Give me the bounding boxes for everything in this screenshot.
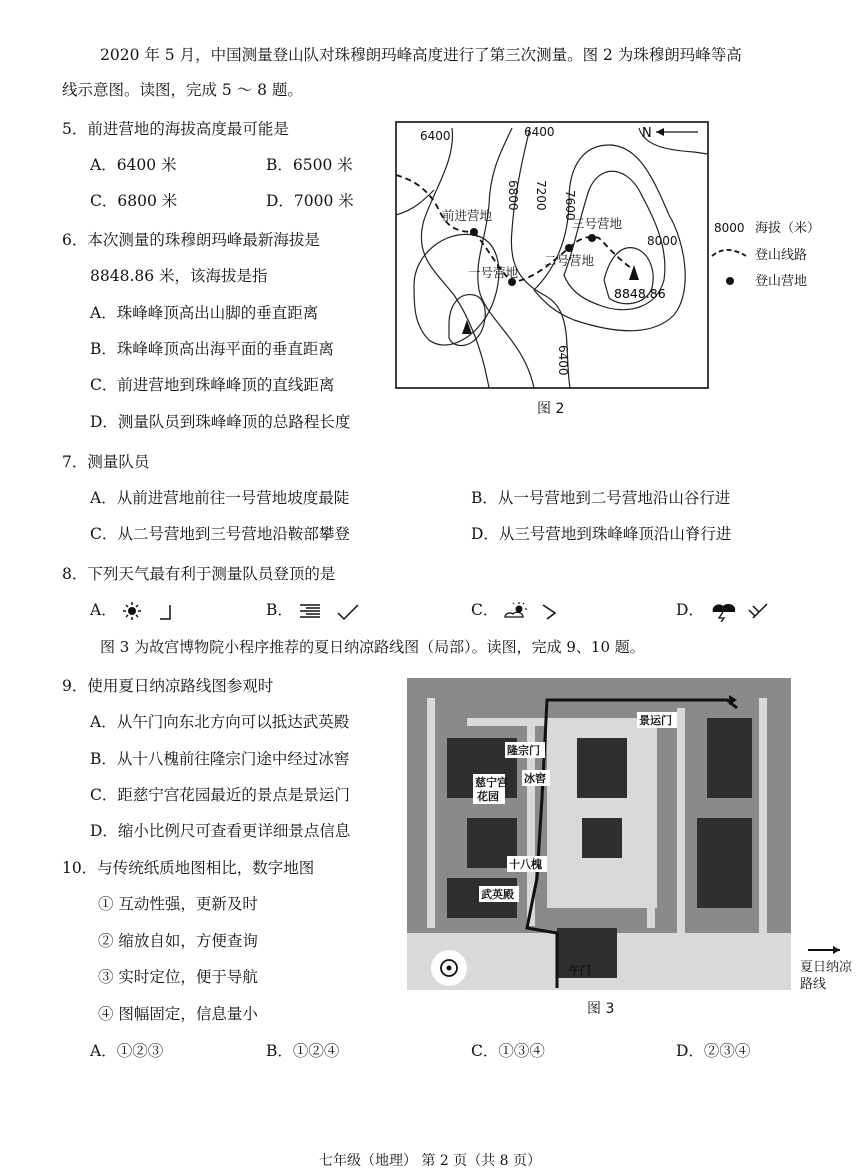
q10-item-1: ① 互动性强，更新及时 xyxy=(98,895,258,913)
q6-option-c: C．前进营地到珠峰峰顶的直线距离 xyxy=(90,376,335,394)
camp-label-forward: 前进营地 xyxy=(442,208,493,223)
camp-label-3: 三号营地 xyxy=(572,216,623,231)
camp-icon-forward xyxy=(470,228,478,236)
figure-3-legend xyxy=(800,940,860,992)
figure-2-caption: 图 2 xyxy=(537,401,565,417)
legend-route-arrow-icon xyxy=(800,945,844,955)
intro-line-1: 2020 年 5 月，中国测量登山队对珠穆朗玛峰高度进行了第三次测量。图 2 为珠穆朗玛峰等高 xyxy=(100,46,742,64)
q8-option-b-label: B． xyxy=(266,601,293,619)
q10-item-4: ④ 图幅固定，信息量小 xyxy=(98,1005,258,1023)
legend-route-line-2: 路线 xyxy=(800,977,827,992)
fog-wind-icon xyxy=(298,601,364,621)
contour-label-6400-south: 6400 xyxy=(556,345,570,376)
q5-option-d: D．7000 米 xyxy=(266,192,354,210)
q9-option-c: C．距慈宁宫花园最近的景点是景运门 xyxy=(90,786,350,804)
q8-stem: 8．下列天气最有利于测量队员登顶的是 xyxy=(62,565,336,583)
q10-option-c: C．①③④ xyxy=(471,1042,545,1060)
q9-option-b: B．从十八槐前往隆宗门途中经过冰窖 xyxy=(90,750,350,768)
q5-option-c: C．6800 米 xyxy=(90,192,178,210)
legend-route-line-1: 夏日纳凉 xyxy=(800,960,853,975)
contour-label-8000-outer: 8000 xyxy=(714,221,745,235)
map-label-bingjiao: 冰窖 xyxy=(524,772,546,785)
sunny-wind-icon xyxy=(122,601,178,621)
legend-route-icon xyxy=(712,250,746,256)
q5-stem: 5．前进营地的海拔高度最可能是 xyxy=(62,120,289,138)
figure-2-contour-map xyxy=(394,120,854,395)
q10-item-3: ③ 实时定位，便于导航 xyxy=(98,968,258,986)
map-label-longzongmen: 隆宗门 xyxy=(507,744,540,757)
figure-3-caption: 图 3 xyxy=(587,1001,615,1017)
q8-option-a xyxy=(90,599,178,621)
contour-label-6400-north: 6400 xyxy=(524,125,555,139)
map-label-jingyunmen: 景运门 xyxy=(639,714,672,727)
contour-label-8000-inner: 8000 xyxy=(647,234,678,248)
q7-option-a: A．从前进营地前往一号营地坡度最陡 xyxy=(90,489,350,507)
camp-icon-2 xyxy=(565,244,573,252)
q10-option-d: D．②③④ xyxy=(676,1042,751,1060)
intro-line-2: 线示意图。读图，完成 5 ～ 8 题。 xyxy=(62,81,303,99)
q5-option-a: A．6400 米 xyxy=(90,156,177,174)
q8-option-d-label: D． xyxy=(676,601,704,619)
q10-option-b: B．①②④ xyxy=(266,1042,340,1060)
legend-camp-icon xyxy=(726,277,734,285)
contour-label-7200: 7200 xyxy=(534,180,548,211)
q9-option-d: D．缩小比例尺可查看更详细景点信息 xyxy=(90,822,351,840)
camp-icon-3 xyxy=(588,234,596,242)
map-label-wuyingdian: 武英殿 xyxy=(481,888,514,901)
contour-label-6800: 6800 xyxy=(506,180,520,211)
legend-elevation-label: 海拔（米） xyxy=(755,221,821,236)
q9-option-a: A．从午门向东北方向可以抵达武英殿 xyxy=(90,713,350,731)
q8-option-a-label: A． xyxy=(90,601,117,619)
camp-label-2: 二号营地 xyxy=(544,253,595,268)
q6-option-b: B．珠峰峰顶高出海平面的垂直距离 xyxy=(90,340,334,358)
q6-stem-1: 6．本次测量的珠穆朗玛峰最新海拔是 xyxy=(62,231,320,249)
map-label-wumen: 午门 xyxy=(569,964,591,977)
q6-option-a: A．珠峰峰顶高出山脚的垂直距离 xyxy=(90,304,319,322)
peak-elevation-label: 8848.86 xyxy=(614,286,666,301)
north-label: N xyxy=(642,126,652,141)
map-label-cining-garden: 慈宁宫花园 xyxy=(475,776,508,803)
q10-item-2: ② 缩放自如，方便查询 xyxy=(98,932,258,950)
q9-stem: 9．使用夏日纳凉路线图参观时 xyxy=(62,677,274,695)
q7-option-b: B．从一号营地到二号营地沿山谷行进 xyxy=(471,489,731,507)
q7-option-d: D．从三号营地到珠峰峰顶沿山脊行进 xyxy=(471,525,732,543)
figure-3-palace-map xyxy=(407,678,791,990)
q10-stem: 10．与传统纸质地图相比，数字地图 xyxy=(62,859,315,877)
page-footer: 七年级（地理） 第 2 页（共 8 页） xyxy=(318,1153,542,1169)
legend-route-label: 登山线路 xyxy=(755,248,808,263)
q8-option-c xyxy=(471,599,563,621)
contour-label-7600: 7600 xyxy=(563,190,577,221)
map-label-shibahuai: 十八槐 xyxy=(509,858,542,871)
q8-option-d xyxy=(676,599,775,622)
q10-option-a: A．①②③ xyxy=(90,1042,164,1060)
q6-stem-2: 8848.86 米，该海拔是指 xyxy=(90,267,268,285)
q5-option-b: B．6500 米 xyxy=(266,156,353,174)
legend-camp-label: 登山营地 xyxy=(755,274,808,289)
thunderstorm-wind-icon xyxy=(709,600,775,622)
q8-option-b xyxy=(266,599,364,621)
q7-option-c: C．从二号营地到三号营地沿鞍部攀登 xyxy=(90,525,350,543)
q7-stem: 7．测量队员 xyxy=(62,453,150,471)
q8-option-c-label: C． xyxy=(471,601,499,619)
camp-label-1: 一号营地 xyxy=(468,265,519,280)
contour-label-6400-west: 6400 xyxy=(420,129,451,143)
q6-option-d: D．测量队员到珠峰峰顶的总路程长度 xyxy=(90,413,351,431)
partly-cloudy-wind-icon xyxy=(503,601,563,621)
intro-2: 图 3 为故宫博物院小程序推荐的夏日纳凉路线图（局部）。读图，完成 9、10 题。 xyxy=(100,638,645,656)
